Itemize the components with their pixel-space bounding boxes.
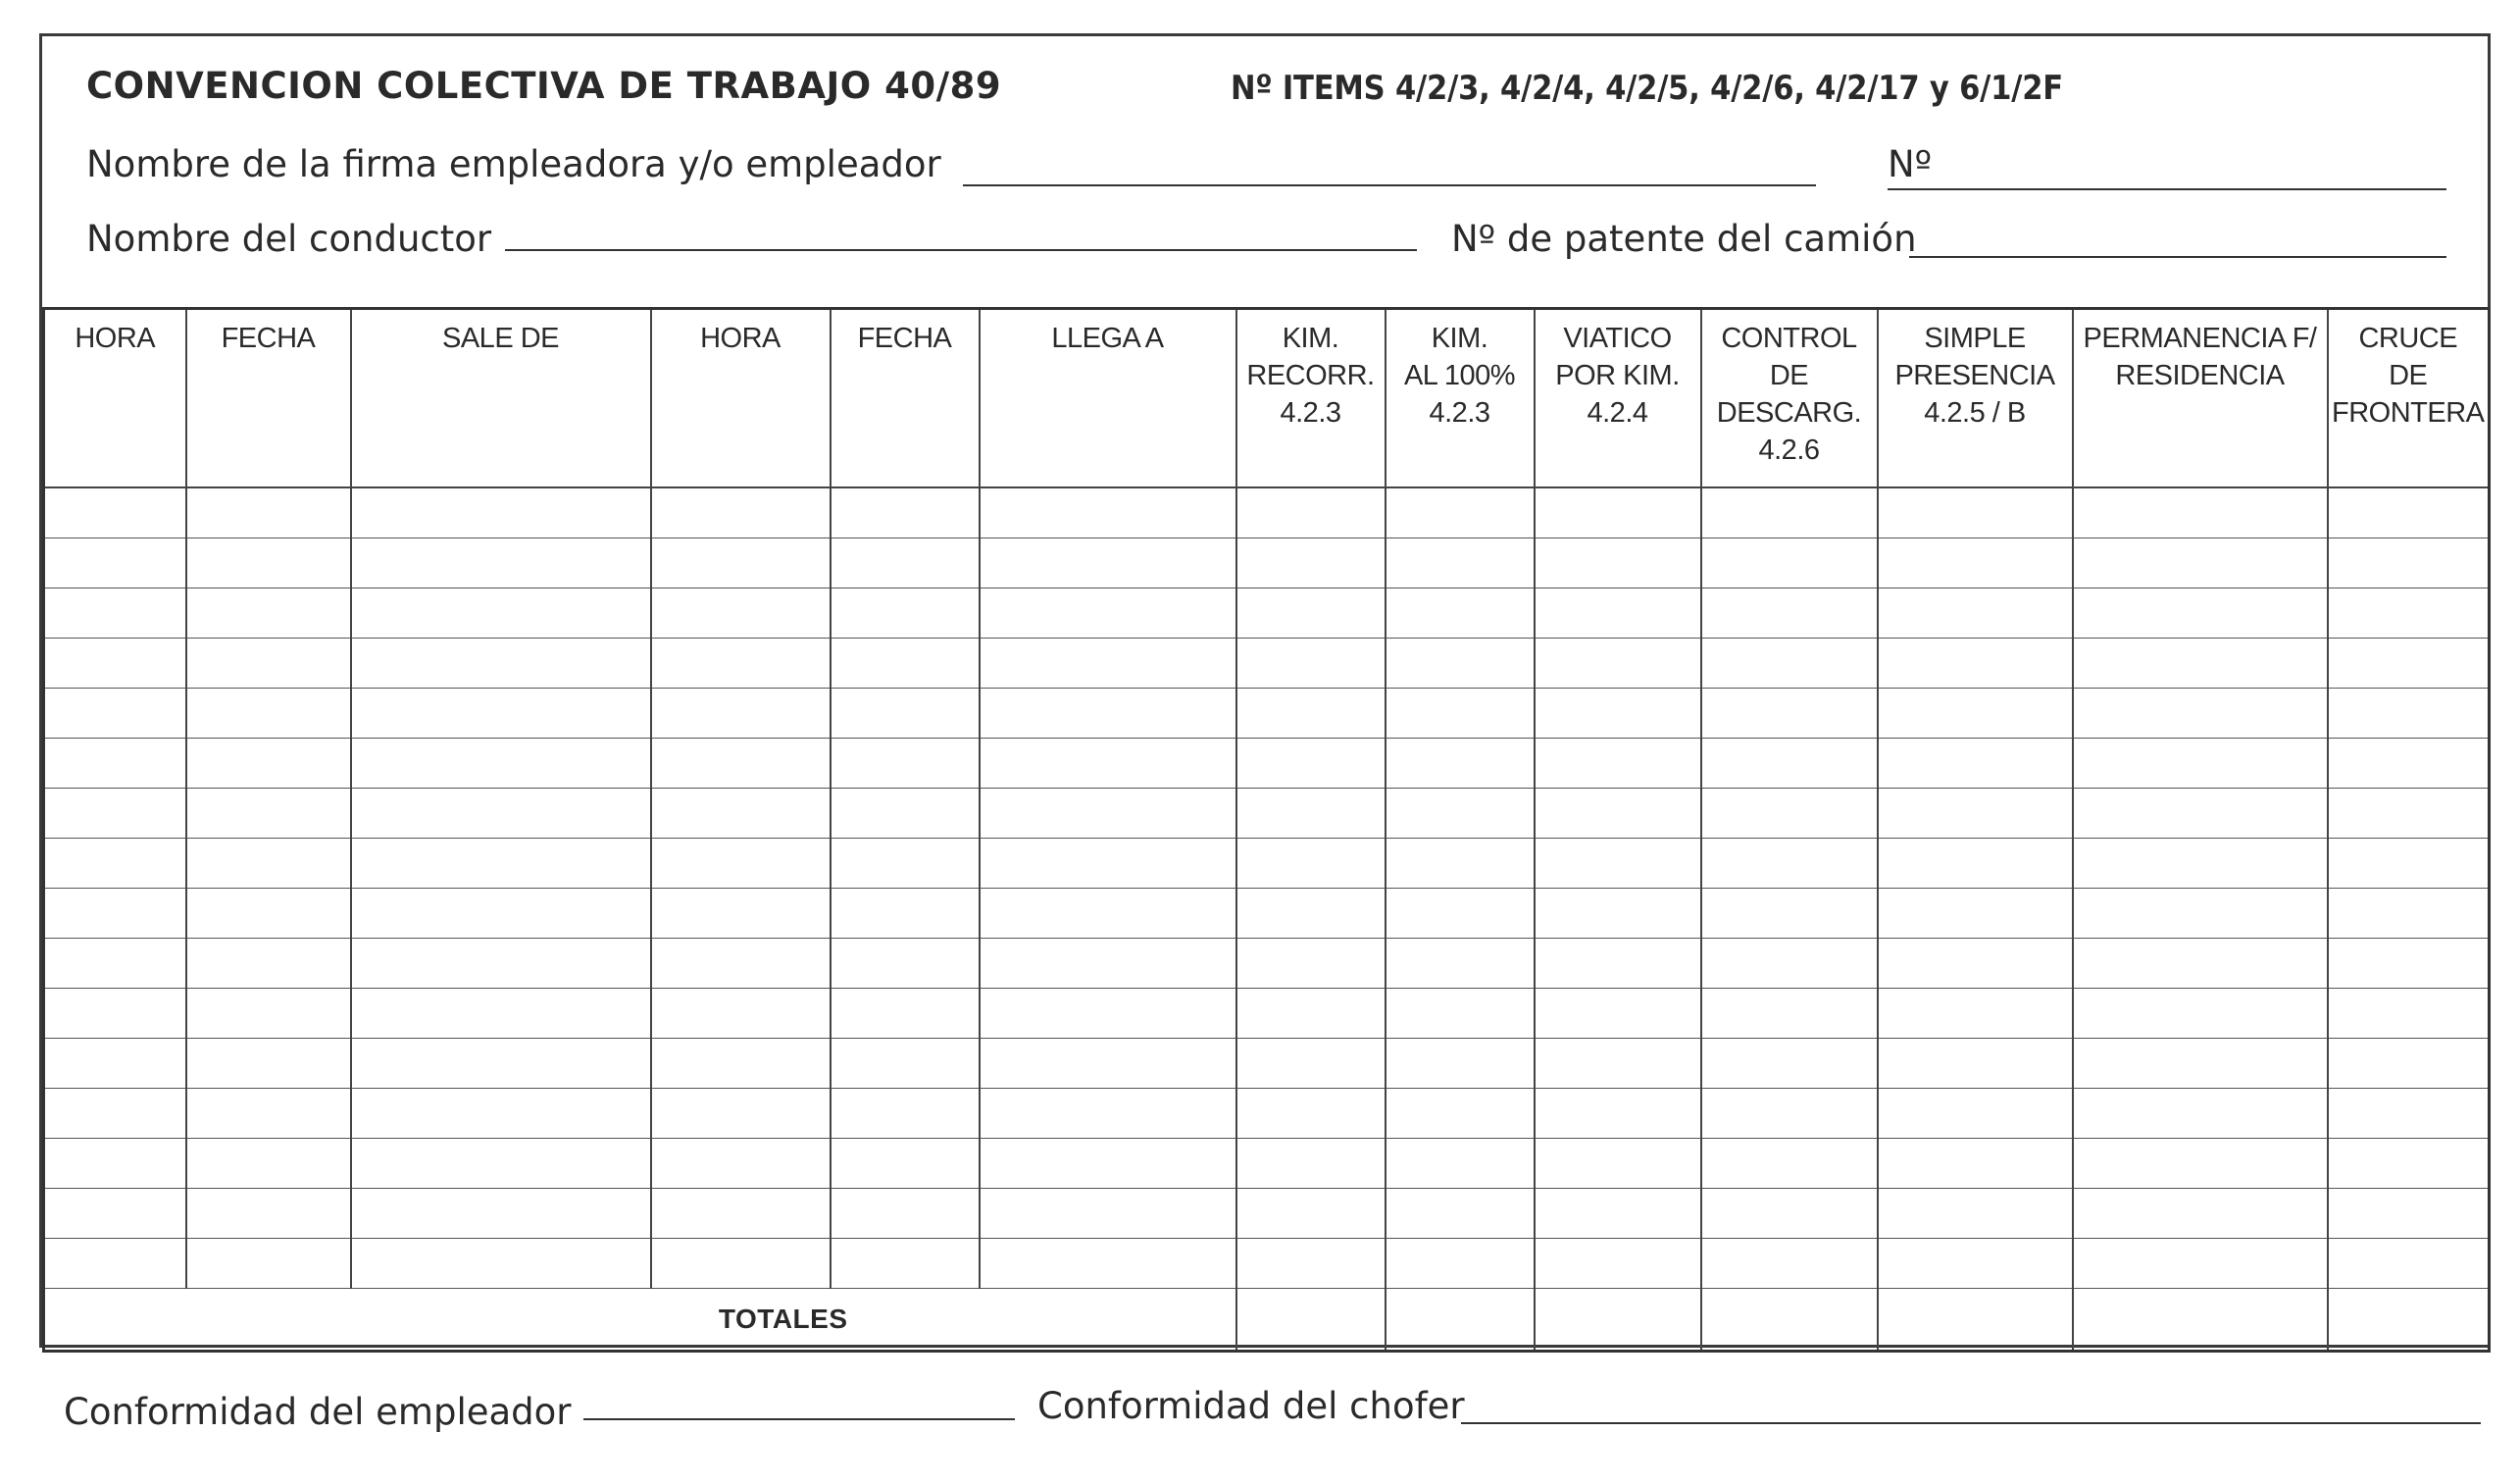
table-cell[interactable] [351, 1189, 651, 1239]
table-cell[interactable] [44, 739, 186, 789]
table-cell[interactable] [1878, 689, 2073, 739]
column-header-line: HORA [75, 323, 156, 354]
table-cell[interactable] [186, 487, 351, 538]
table-cell[interactable] [651, 588, 831, 639]
table-cell[interactable] [1386, 789, 1535, 839]
table-cell[interactable] [1701, 839, 1878, 889]
table-cell[interactable] [1535, 1039, 1701, 1089]
table-cell[interactable] [1701, 1139, 1878, 1189]
column-header [186, 309, 351, 488]
column-header-line: 4.2.4 [1587, 397, 1648, 429]
table-cell[interactable] [1878, 939, 2073, 989]
column-header [651, 309, 831, 488]
table-cell[interactable] [1236, 1039, 1386, 1089]
table-cell[interactable] [2073, 639, 2328, 689]
table-cell[interactable] [2073, 487, 2328, 538]
table-cell[interactable] [1701, 939, 1878, 989]
table-cell[interactable] [2073, 1239, 2328, 1289]
table-cell[interactable] [1386, 1039, 1535, 1089]
table-cell[interactable] [351, 989, 651, 1039]
table-cell[interactable] [1878, 739, 2073, 789]
table-cell[interactable] [831, 689, 980, 739]
table-cell[interactable] [186, 689, 351, 739]
table-cell[interactable] [2328, 889, 2490, 939]
table-cell[interactable] [1878, 1189, 2073, 1239]
table-cell[interactable] [1701, 739, 1878, 789]
table-cell[interactable] [44, 1139, 186, 1189]
column-header-line: 4.2.3 [1280, 397, 1341, 429]
table-cell[interactable] [831, 1089, 980, 1139]
table-cell[interactable] [1386, 689, 1535, 739]
table-cell[interactable] [1535, 939, 1701, 989]
table-cell[interactable] [1701, 538, 1878, 588]
table-cell[interactable] [831, 487, 980, 538]
table-cell[interactable] [1701, 889, 1878, 939]
table-cell[interactable] [1535, 487, 1701, 538]
table-cell[interactable] [2073, 1139, 2328, 1189]
table-cell[interactable] [1701, 487, 1878, 538]
table-cell[interactable] [831, 639, 980, 689]
table-cell[interactable] [186, 1139, 351, 1189]
column-header-line: FECHA [221, 323, 316, 354]
number-field[interactable] [1888, 188, 2446, 190]
table-cell[interactable] [1535, 639, 1701, 689]
table-cell[interactable] [2328, 689, 2490, 739]
table-cell[interactable] [351, 839, 651, 889]
table-cell[interactable] [2328, 1139, 2490, 1189]
column-header [351, 309, 651, 488]
table-cell[interactable] [831, 839, 980, 889]
column-header-line: DE [2389, 360, 2428, 391]
table-cell[interactable] [1535, 689, 1701, 739]
table-cell[interactable] [1535, 588, 1701, 639]
column-header-line: VIATICO [1563, 323, 1672, 354]
table-cell[interactable] [2328, 1039, 2490, 1089]
totals-cell[interactable] [1878, 1289, 2073, 1352]
table-cell[interactable] [651, 989, 831, 1039]
table-cell[interactable] [831, 989, 980, 1039]
employer-conformity-label: Conformidad del empleador [64, 1391, 572, 1433]
table-cell[interactable] [351, 639, 651, 689]
table-cell[interactable] [1535, 789, 1701, 839]
table-cell[interactable] [1878, 487, 2073, 538]
table-cell[interactable] [44, 989, 186, 1039]
table-cell[interactable] [2073, 789, 2328, 839]
column-header [980, 309, 1236, 488]
column-header-line: FRONTERA [2332, 397, 2485, 429]
table-cell[interactable] [1878, 839, 2073, 889]
table-cell[interactable] [1701, 588, 1878, 639]
table-cell[interactable] [651, 1189, 831, 1239]
table-cell[interactable] [351, 538, 651, 588]
table-row [44, 639, 2490, 689]
column-header-line: CRUCE [2358, 323, 2458, 354]
table-cell[interactable] [651, 639, 831, 689]
table-cell[interactable] [831, 939, 980, 989]
table-cell[interactable] [831, 1189, 980, 1239]
table-cell[interactable] [2328, 639, 2490, 689]
column-header [44, 309, 186, 488]
table-cell[interactable] [351, 1139, 651, 1189]
table-cell[interactable] [351, 487, 651, 538]
table-cell[interactable] [1386, 739, 1535, 789]
table-cell[interactable] [1535, 1239, 1701, 1289]
table-cell[interactable] [1236, 739, 1386, 789]
totals-cell[interactable] [1535, 1289, 1701, 1352]
table-cell[interactable] [831, 889, 980, 939]
column-header [1535, 309, 1701, 488]
table-cell[interactable] [351, 789, 651, 839]
table-row [44, 789, 2490, 839]
table-cell[interactable] [1535, 1189, 1701, 1239]
totals-cell[interactable] [1236, 1289, 1386, 1352]
table-cell[interactable] [980, 639, 1236, 689]
table-cell[interactable] [186, 839, 351, 889]
table-cell[interactable] [980, 1089, 1236, 1139]
table-row [44, 889, 2490, 939]
totals-cell[interactable] [1386, 1289, 1535, 1352]
column-header-line: SALE DE [442, 323, 559, 354]
table-cell[interactable] [980, 939, 1236, 989]
column-header-line: RESIDENCIA [2115, 360, 2285, 391]
table-cell[interactable] [351, 889, 651, 939]
table-cell[interactable] [2328, 588, 2490, 639]
trip-log-table [42, 307, 2491, 1353]
table-row [44, 1239, 2490, 1289]
table-cell[interactable] [1386, 989, 1535, 1039]
column-header-line: 4.2.3 [1429, 397, 1490, 429]
table-row [44, 538, 2490, 588]
employer-name-field[interactable] [963, 184, 1816, 186]
table-cell[interactable] [1236, 639, 1386, 689]
table-cell[interactable] [351, 1089, 651, 1139]
table-cell[interactable] [651, 689, 831, 739]
table-cell[interactable] [1386, 1139, 1535, 1189]
table-cell[interactable] [2328, 1089, 2490, 1139]
table-cell[interactable] [980, 588, 1236, 639]
table-cell[interactable] [44, 1189, 186, 1239]
table-cell[interactable] [980, 789, 1236, 839]
table-cell[interactable] [1878, 989, 2073, 1039]
table-cell[interactable] [351, 739, 651, 789]
table-cell[interactable] [1236, 538, 1386, 588]
table-cell[interactable] [1701, 789, 1878, 839]
table-cell[interactable] [44, 639, 186, 689]
table-cell[interactable] [44, 889, 186, 939]
table-cell[interactable] [2328, 1189, 2490, 1239]
table-cell[interactable] [831, 739, 980, 789]
table-cell[interactable] [1236, 839, 1386, 889]
table-row [44, 739, 2490, 789]
table-cell[interactable] [2073, 538, 2328, 588]
table-cell[interactable] [44, 839, 186, 889]
table-cell[interactable] [44, 487, 186, 538]
table-row [44, 1139, 2490, 1189]
table-cell[interactable] [1878, 1239, 2073, 1289]
table-cell[interactable] [651, 1239, 831, 1289]
table-row [44, 689, 2490, 739]
table-cell[interactable] [186, 1239, 351, 1289]
column-header-line: DE [1769, 360, 1809, 391]
form-title: CONVENCION COLECTIVA DE TRABAJO 40/89 [86, 65, 1002, 107]
table-cell[interactable] [351, 588, 651, 639]
table-row [44, 1039, 2490, 1089]
table-cell[interactable] [44, 789, 186, 839]
column-header-line: AL 100% [1403, 360, 1516, 391]
table-cell[interactable] [186, 789, 351, 839]
table-cell[interactable] [44, 689, 186, 739]
table-cell[interactable] [2073, 889, 2328, 939]
table-cell[interactable] [1386, 1189, 1535, 1239]
driver-name-field[interactable] [505, 249, 1417, 251]
table-header-row [44, 309, 2490, 488]
table-cell[interactable] [1236, 1239, 1386, 1289]
column-header-line: LLEGA A [1051, 323, 1164, 354]
column-header [2073, 309, 2328, 488]
table-row [44, 1189, 2490, 1239]
column-header-line: PRESENCIA [1894, 360, 2055, 391]
column-header [1236, 309, 1386, 488]
table-cell[interactable] [980, 1039, 1236, 1089]
driver-signature-field[interactable] [1461, 1422, 2481, 1424]
table-cell[interactable] [2073, 588, 2328, 639]
column-header-line: KIM. [1431, 323, 1488, 354]
table-cell[interactable] [1535, 538, 1701, 588]
table-cell[interactable] [186, 1039, 351, 1089]
table-cell[interactable] [1236, 1089, 1386, 1139]
table-cell[interactable] [186, 889, 351, 939]
table-cell[interactable] [1535, 839, 1701, 889]
table-cell[interactable] [980, 739, 1236, 789]
table-cell[interactable] [980, 1189, 1236, 1239]
table-row [44, 839, 2490, 889]
table-cell[interactable] [1386, 487, 1535, 538]
table-cell[interactable] [1878, 1089, 2073, 1139]
table-cell[interactable] [980, 487, 1236, 538]
table-cell[interactable] [2073, 1189, 2328, 1239]
table-row [44, 989, 2490, 1039]
column-header-line: SIMPLE [1924, 323, 2026, 354]
table-cell[interactable] [1386, 839, 1535, 889]
table-cell[interactable] [980, 689, 1236, 739]
table-cell[interactable] [1701, 989, 1878, 1039]
column-header-line: HORA [700, 323, 781, 354]
table-cell[interactable] [44, 1239, 186, 1289]
table-cell[interactable] [980, 889, 1236, 939]
table-row [44, 1089, 2490, 1139]
column-header-line: RECORR. [1246, 360, 1375, 391]
table-cell[interactable] [651, 1089, 831, 1139]
table-cell[interactable] [186, 1089, 351, 1139]
table-cell[interactable] [1701, 1039, 1878, 1089]
table-cell[interactable] [351, 939, 651, 989]
table-cell[interactable] [1701, 1239, 1878, 1289]
table-cell[interactable] [1236, 1139, 1386, 1189]
table-cell[interactable] [651, 889, 831, 939]
table-cell[interactable] [831, 588, 980, 639]
table-cell[interactable] [651, 789, 831, 839]
table-cell[interactable] [1236, 487, 1386, 538]
table-cell[interactable] [2328, 1239, 2490, 1289]
table-cell[interactable] [1535, 989, 1701, 1039]
column-header-line: PERMANENCIA F/ [2083, 323, 2317, 354]
table-cell[interactable] [1878, 639, 2073, 689]
table-cell[interactable] [831, 1239, 980, 1289]
table-cell[interactable] [351, 689, 651, 739]
column-header [2328, 309, 2490, 488]
table-cell[interactable] [186, 639, 351, 689]
table-cell[interactable] [651, 1039, 831, 1089]
table-cell[interactable] [2328, 739, 2490, 789]
table-cell[interactable] [1386, 889, 1535, 939]
table-cell[interactable] [980, 1139, 1236, 1189]
table-cell[interactable] [2073, 839, 2328, 889]
table-cell[interactable] [1236, 689, 1386, 739]
table-cell[interactable] [2073, 739, 2328, 789]
driver-conformity-label: Conformidad del chofer [1037, 1385, 1465, 1427]
table-cell[interactable] [831, 789, 980, 839]
number-label: Nº [1888, 143, 1933, 185]
table-cell[interactable] [351, 1239, 651, 1289]
column-header-line: DESCARG. [1716, 397, 1862, 429]
table-cell[interactable] [1535, 1139, 1701, 1189]
table-cell[interactable] [1236, 789, 1386, 839]
column-header-line: FECHA [857, 323, 952, 354]
table-cell[interactable] [1535, 889, 1701, 939]
table-cell[interactable] [1386, 1089, 1535, 1139]
driver-name-label: Nombre del conductor [86, 218, 492, 260]
table-cell[interactable] [1386, 588, 1535, 639]
table-cell[interactable] [44, 939, 186, 989]
table-cell[interactable] [44, 1039, 186, 1089]
table-cell[interactable] [1236, 939, 1386, 989]
table-cell[interactable] [1701, 639, 1878, 689]
table-cell[interactable] [1236, 989, 1386, 1039]
table-cell[interactable] [980, 989, 1236, 1039]
table-cell[interactable] [1386, 1239, 1535, 1289]
table-cell[interactable] [2328, 989, 2490, 1039]
table-cell[interactable] [1386, 639, 1535, 689]
table-cell[interactable] [44, 538, 186, 588]
table-cell[interactable] [2328, 939, 2490, 989]
table-cell[interactable] [831, 538, 980, 588]
column-header-line: KIM. [1282, 323, 1339, 354]
table-cell[interactable] [186, 939, 351, 989]
table-cell[interactable] [1701, 1089, 1878, 1139]
table-cell[interactable] [2328, 538, 2490, 588]
table-cell[interactable] [651, 939, 831, 989]
totals-label: TOTALES [44, 1289, 1236, 1352]
truck-plate-field[interactable] [1909, 256, 2446, 258]
table-cell[interactable] [651, 487, 831, 538]
table-cell[interactable] [651, 1139, 831, 1189]
table-cell[interactable] [1701, 1189, 1878, 1239]
table-cell[interactable] [2073, 1089, 2328, 1139]
table-cell[interactable] [651, 538, 831, 588]
table-cell[interactable] [831, 1139, 980, 1189]
table-cell[interactable] [2328, 789, 2490, 839]
table-row [44, 487, 2490, 538]
table-cell[interactable] [980, 538, 1236, 588]
table-cell[interactable] [1386, 538, 1535, 588]
table-cell[interactable] [2328, 839, 2490, 889]
table-cell[interactable] [1878, 1039, 2073, 1089]
table-cell[interactable] [651, 739, 831, 789]
column-header-line: 4.2.5 / B [1924, 397, 2026, 429]
table-cell[interactable] [1535, 1089, 1701, 1139]
totals-row [44, 1289, 2490, 1352]
column-header [831, 309, 980, 488]
employer-name-label: Nombre de la firma empleadora y/o empleador [86, 143, 941, 185]
table-cell[interactable] [186, 1189, 351, 1239]
table-cell[interactable] [1236, 588, 1386, 639]
table-cell[interactable] [1236, 889, 1386, 939]
table-cell[interactable] [186, 588, 351, 639]
table-row [44, 588, 2490, 639]
table-row [44, 939, 2490, 989]
column-header-line: CONTROL [1721, 323, 1857, 354]
table-cell[interactable] [980, 1239, 1236, 1289]
totals-cell[interactable] [1701, 1289, 1878, 1352]
items-reference: Nº ITEMS 4/2/3, 4/2/4, 4/2/5, 4/2/6, 4/2/17 y 6/1/2F [1231, 69, 2063, 108]
table-cell[interactable] [2073, 689, 2328, 739]
column-header [1386, 309, 1535, 488]
table-cell[interactable] [980, 839, 1236, 889]
table-cell[interactable] [2073, 1039, 2328, 1089]
table-cell[interactable] [1386, 939, 1535, 989]
totals-cell[interactable] [2328, 1289, 2490, 1352]
table-cell[interactable] [831, 1039, 980, 1089]
totals-cell[interactable] [2073, 1289, 2328, 1352]
column-header-line: POR KIM. [1555, 360, 1680, 391]
table-cell[interactable] [1878, 889, 2073, 939]
truck-plate-label: Nº de patente del camión [1451, 218, 1917, 260]
table-cell[interactable] [1878, 588, 2073, 639]
table-cell[interactable] [44, 588, 186, 639]
table-cell[interactable] [1878, 538, 2073, 588]
table-cell[interactable] [186, 538, 351, 588]
table-cell[interactable] [186, 989, 351, 1039]
table-cell[interactable] [2073, 989, 2328, 1039]
column-header [1878, 309, 2073, 488]
table-cell[interactable] [651, 839, 831, 889]
column-header-line: 4.2.6 [1758, 435, 1820, 466]
employer-signature-field[interactable] [583, 1418, 1015, 1420]
table-cell[interactable] [186, 739, 351, 789]
table-cell[interactable] [2328, 487, 2490, 538]
table-cell[interactable] [44, 1089, 186, 1139]
table-cell[interactable] [1701, 689, 1878, 739]
table-cell[interactable] [1878, 1139, 2073, 1189]
column-header [1701, 309, 1878, 488]
table-cell[interactable] [2073, 939, 2328, 989]
table-cell[interactable] [1535, 739, 1701, 789]
table-cell[interactable] [1236, 1189, 1386, 1239]
table-cell[interactable] [1878, 789, 2073, 839]
table-cell[interactable] [351, 1039, 651, 1089]
